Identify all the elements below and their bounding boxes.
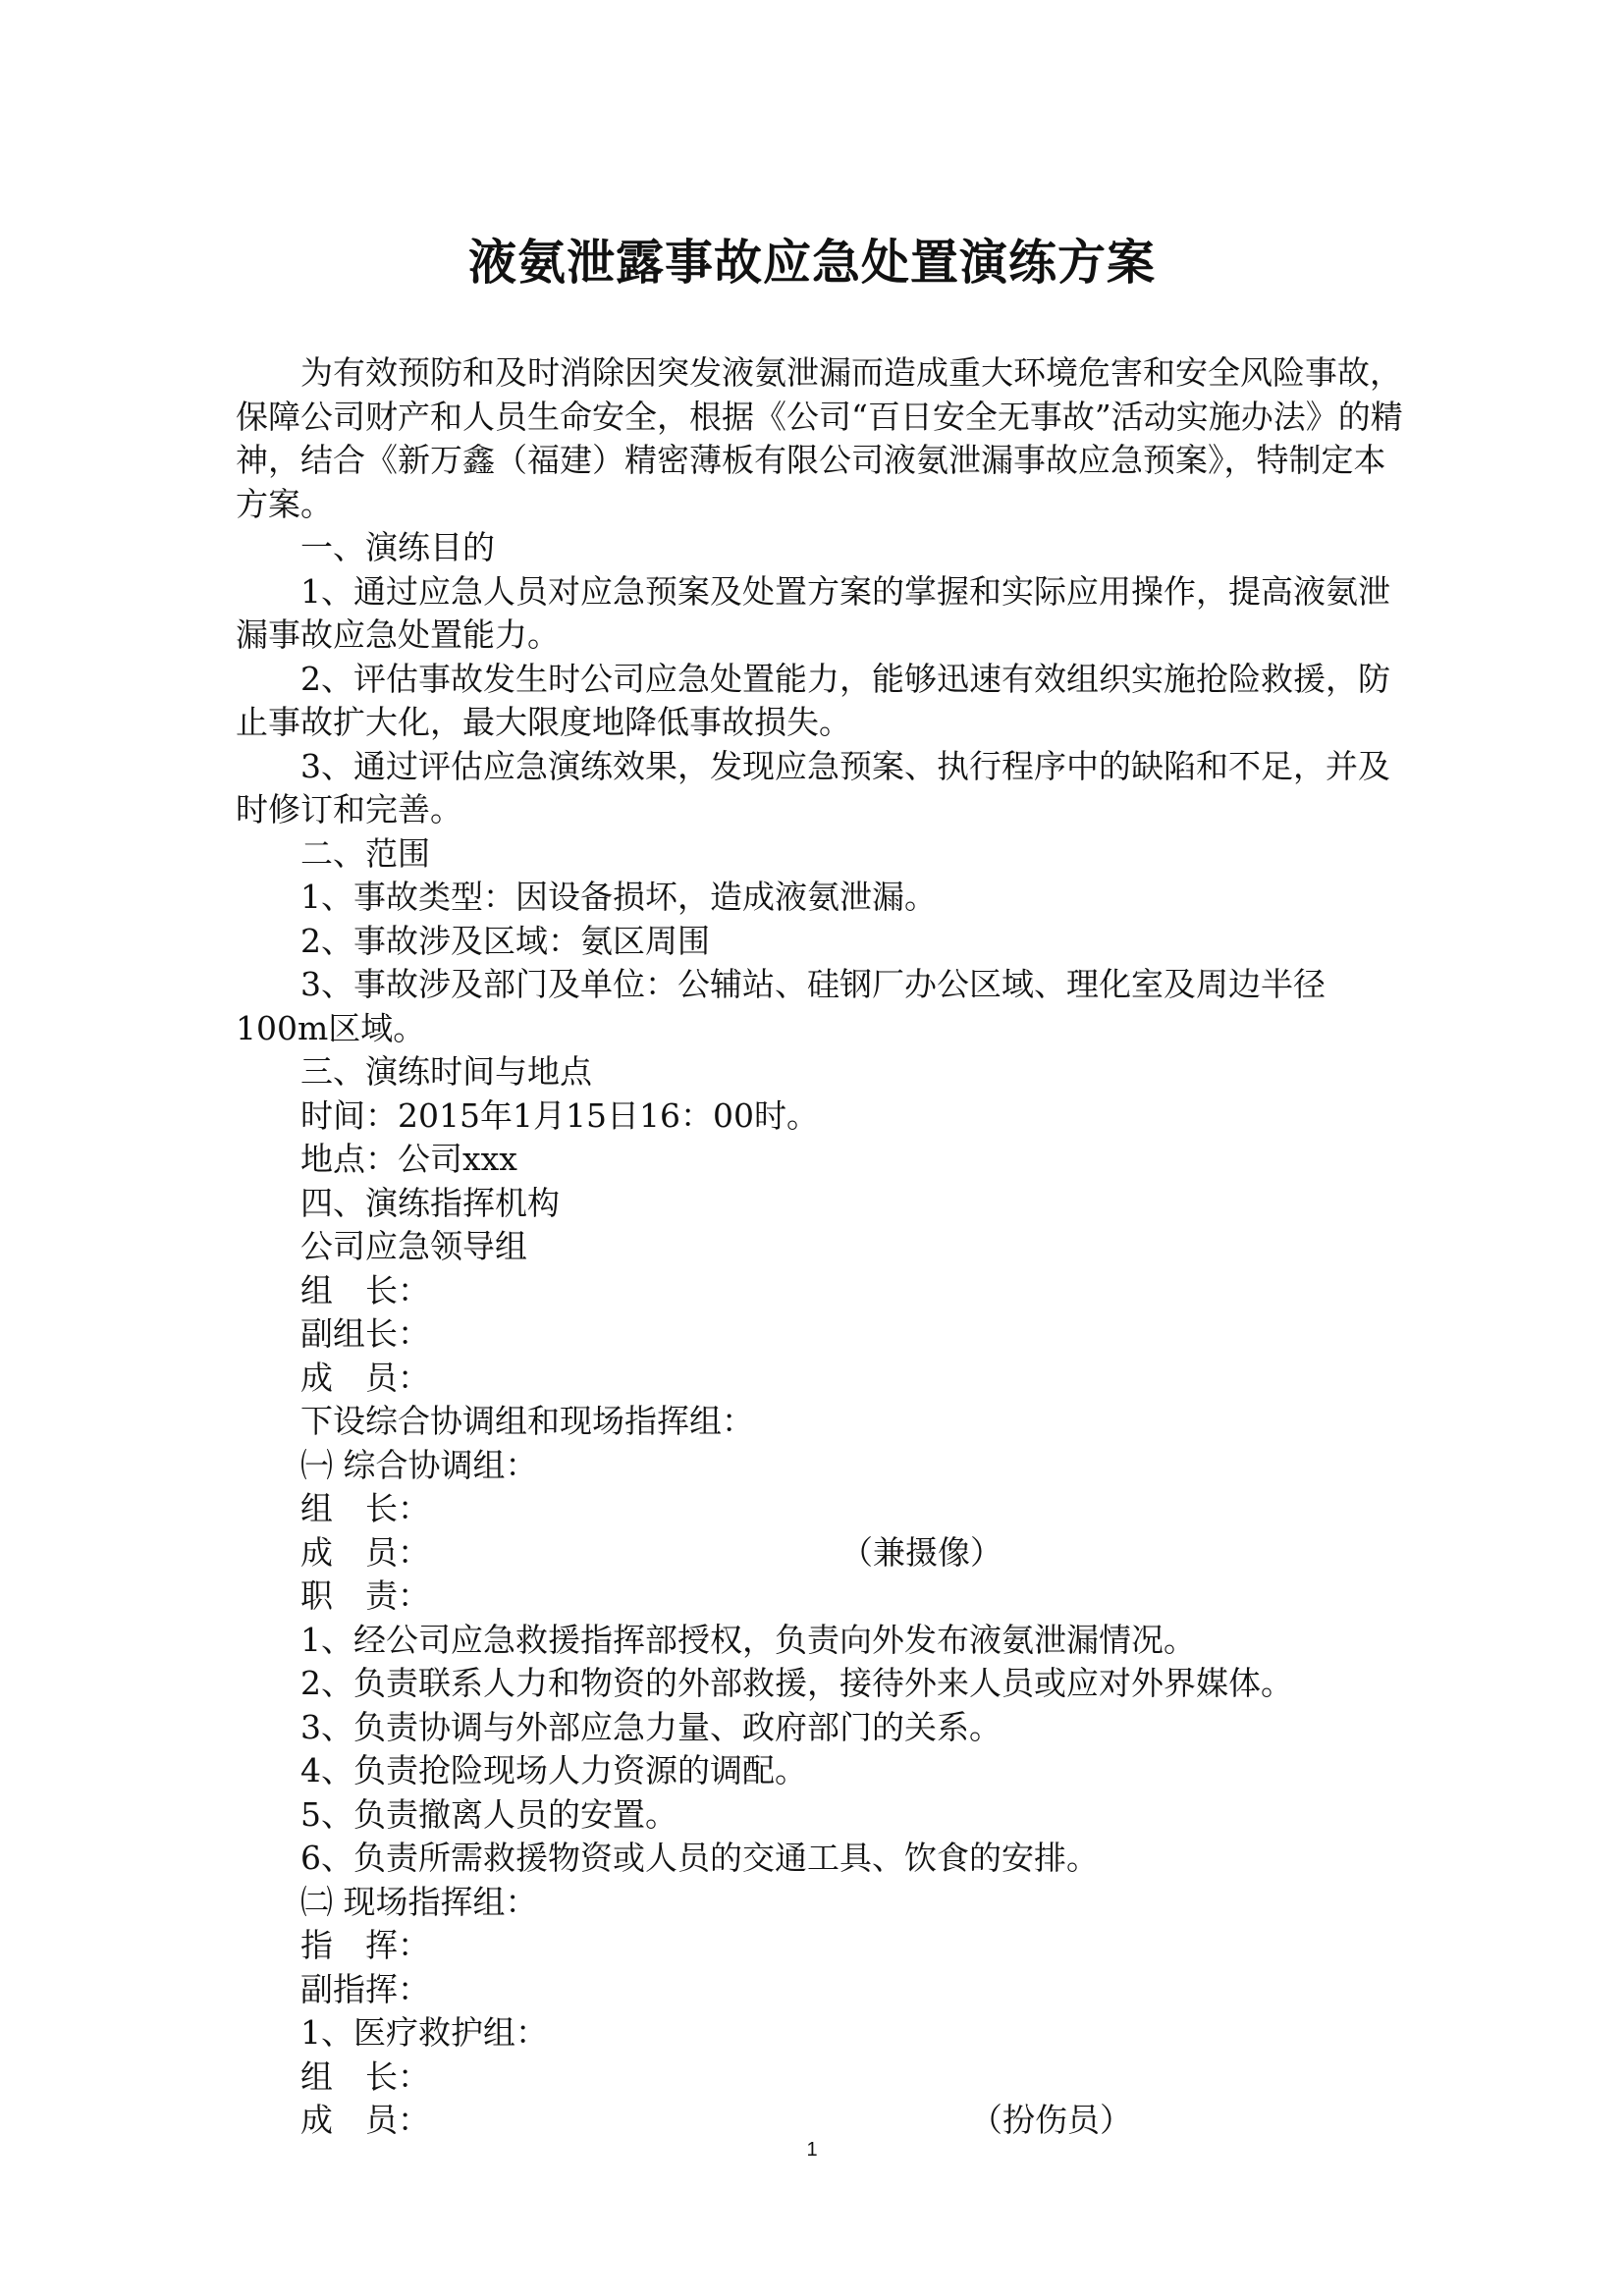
medical-members-line [236, 2099, 1409, 2143]
leadership-members: 成 员： [300, 1358, 430, 1397]
coord-duty-4: 4、负责抢险现场人力资源的调配。 [300, 1751, 807, 1789]
coord-members-note: （兼摄像） [840, 1532, 1002, 1572]
section2-item1: 1、事故类型：因设备损坏，造成液氨泄漏。 [300, 878, 937, 916]
leadership-leader: 组 长： [300, 1270, 430, 1309]
intro-paragraph: 为有效预防和及时消除因突发液氨泄漏而造成重大环境危害和安全风险事故，保障公司财产和人员生命安全，根据《公司“百日安全无事故”活动实施办法》的精神，结合《新万鑫（福建）精密薄板有限公司液氨泄漏事故应急预案》，特制定本方案。 [236, 353, 1403, 523]
coord-group-heading: ㈠ 综合协调组： [300, 1445, 538, 1484]
section1-item3: 3、通过评估应急演练效果，发现应急预案、执行程序中的缺陷和不足，并及时修订和完善。 [236, 746, 1390, 828]
section2-item3: 3、事故涉及部门及单位：公辅站、硅钢厂办公区域、理化室及周边半径100m区域。 [236, 965, 1326, 1047]
medical-members-note: （扮伤员） [970, 2101, 1132, 2139]
medical-group-heading: 1、医疗救护组： [300, 2013, 548, 2052]
coord-members-line [236, 1531, 1409, 1575]
coord-duty-5: 5、负责撤离人员的安置。 [300, 1794, 677, 1834]
section1-heading: 一、演练目的 [300, 528, 495, 566]
field-commander: 指 挥： [300, 1926, 430, 1964]
coord-duty-2: 2、负责联系人力和物资的外部救援，接待外来人员或应对外界媒体。 [300, 1664, 1293, 1702]
section1-item1: 1、通过应急人员对应急预案及处置方案的掌握和实际应用操作，提高液氨泄漏事故应急处置能力。 [236, 571, 1390, 654]
medical-leader: 组 长： [300, 2056, 430, 2096]
leadership-group: 公司应急领导组 [300, 1227, 527, 1265]
drill-place: 地点：公司xxx [300, 1140, 517, 1178]
subgroups-intro: 下设综合协调组和现场指挥组： [300, 1402, 754, 1440]
section1-item2: 2、评估事故发生时公司应急处置能力，能够迅速有效组织实施抢险救援，防止事故扩大化，最大限度地降低事故损失。 [236, 659, 1390, 741]
document-title: 液氨泄露事故应急处置演练方案 [467, 234, 1156, 291]
page-number: 1 [806, 2139, 818, 2161]
section2-item2: 2、事故涉及区域：氨区周围 [300, 921, 710, 960]
field-deputy: 副指挥： [300, 1969, 430, 2008]
coord-duty-6: 6、负责所需救援物资或人员的交通工具、饮食的安排。 [300, 1839, 1099, 1877]
drill-time: 时间：2015年1月15日16：00时。 [300, 1095, 819, 1135]
document-body [236, 351, 1409, 2143]
coord-leader: 组 长： [300, 1489, 430, 1527]
coord-members: 成 员： [300, 1532, 430, 1572]
medical-members: 成 员： [300, 2101, 430, 2139]
field-group-heading: ㈡ 现场指挥组： [300, 1882, 538, 1921]
section4-heading: 四、演练指挥机构 [300, 1183, 560, 1222]
coord-duty-1: 1、经公司应急救援指挥部授权，负责向外发布液氨泄漏情况。 [300, 1620, 1196, 1659]
leadership-deputy: 副组长： [300, 1314, 430, 1353]
section3-heading: 三、演练时间与地点 [300, 1052, 592, 1091]
coord-duty-3: 3、负责协调与外部应急力量、政府部门的关系。 [300, 1707, 1001, 1746]
section2-heading: 二、范围 [300, 833, 430, 873]
coord-duty-heading: 职 责： [300, 1576, 430, 1615]
